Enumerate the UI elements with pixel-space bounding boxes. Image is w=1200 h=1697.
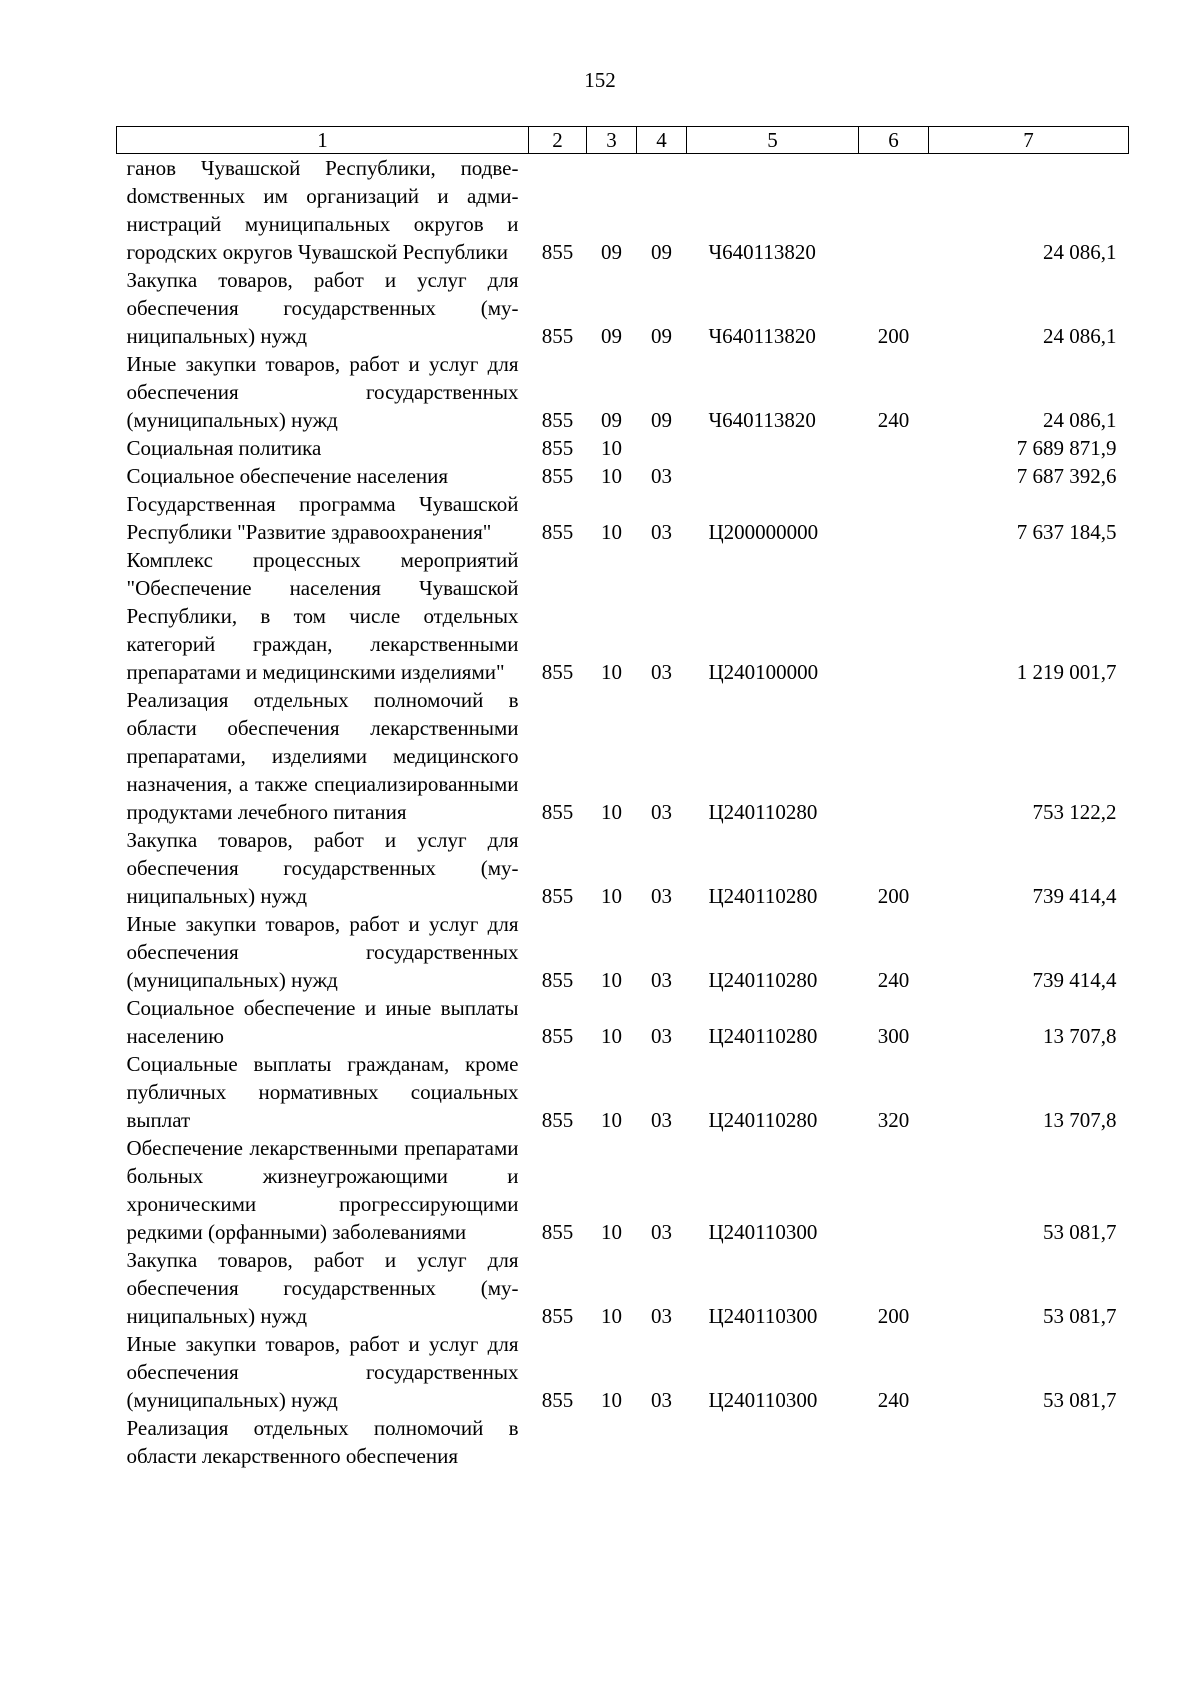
row-amount: 53 081,7 [1043,1388,1117,1412]
row-section-code: 09 [601,408,622,432]
row-name: Социальная политика [126,436,322,460]
row-name: Обеспечение лекарственными препаратами больных жизнеугрожающими и хроническими прогрессирующими редкими (орфанными) заболеваниями [126,1136,519,1244]
row-amount: 24 086,1 [1043,408,1117,432]
row-amount: 13 707,8 [1043,1024,1117,1048]
row-amount: 24 086,1 [1043,324,1117,348]
table-row [117,1414,1129,1470]
row-amount: 7 689 871,9 [1016,436,1117,460]
budget-table [116,126,1129,1470]
row-name: Комплекс процессных мероприятий "Обеспечение населения Чувашской Республики, в том числе отдельных категорий граждан, лекарственными препаратами и медицинскими изделиями" [126,548,519,684]
row-target-code: Ц240110300 [708,1220,818,1244]
row-name: Закупка товаров, работ и услуг для обеспечения государственных (муниципальных) нужд [126,1248,519,1328]
table-row [117,994,1129,1050]
row-amount: 13 707,8 [1043,1108,1117,1132]
table-row [117,546,1129,686]
row-section-code: 10 [601,1304,622,1328]
row-name: Социальные выплаты гражданам, кроме публичных нормативных социальных выплат [126,1052,519,1132]
row-section-code: 10 [601,884,622,908]
row-gr-code: 855 [541,324,574,348]
row-target-code: Ц240110280 [708,884,818,908]
table-row [117,490,1129,546]
header-row [117,127,1129,154]
row-gr-code: 855 [541,1304,574,1328]
row-subsection-code: 09 [651,324,672,348]
header-col-1: 1 [117,127,529,154]
row-subsection-code: 03 [651,968,672,992]
table-row [117,1246,1129,1330]
row-subsection-code: 03 [651,660,672,684]
row-name: Социальное обеспечение населения [126,464,449,488]
header-col-2: 2 [529,127,587,154]
row-amount: 1 219 001,7 [1016,660,1117,684]
row-name: Закупка товаров, работ и услуг для обеспечения государственных (муниципальных) нужд [126,268,519,348]
row-name: Реализация отдельных полномочий в области обеспечения лекарственными препаратами, изделиями медицинского назначения, а также специализированными продуктами лечебного питания [126,688,519,824]
row-subsection-code: 03 [651,520,672,544]
row-section-code: 10 [601,1024,622,1048]
row-expense-type [859,434,929,462]
row-section-code: 10 [601,436,622,460]
row-name: Государственная программа Чувашской Республики "Развитие здравоохранения" [126,492,519,544]
row-target-code: Ч640113820 [708,408,816,432]
row-amount: 739 414,4 [1032,968,1117,992]
row-section-code: 10 [601,1388,622,1412]
row-section-code: 10 [601,1108,622,1132]
row-target-code: Ц240110300 [708,1388,818,1412]
row-gr-code: 855 [541,1108,574,1132]
row-target-code: Ц240110280 [708,1024,818,1048]
table-row [117,826,1129,910]
row-subsection-code: 09 [651,408,672,432]
table-header [117,127,1129,154]
row-gr-code: 855 [541,660,574,684]
row-target-code: Ц240110280 [708,800,818,824]
row-name: Иные закупки товаров, работ и услуг для обеспечения государственных (муниципальных) нужд [126,912,519,992]
row-target-code: Ц240110300 [708,1304,818,1328]
row-amount: 53 081,7 [1043,1304,1117,1328]
row-amount: 7 687 392,6 [1016,464,1117,488]
table-row [117,1330,1129,1414]
row-subsection-code: 03 [651,800,672,824]
row-expense-type [859,1134,929,1246]
row-expense-type: 200 [877,324,910,348]
row-amount: 53 081,7 [1043,1220,1117,1244]
header-col-7: 7 [929,127,1129,154]
row-section-code: 10 [601,1220,622,1244]
row-expense-type: 320 [877,1108,910,1132]
row-expense-type [859,490,929,546]
row-gr-code: 855 [541,1024,574,1048]
row-subsection-code: 03 [651,1304,672,1328]
row-subsection-code [637,1414,687,1470]
row-section-code [587,1414,637,1470]
row-subsection-code: 03 [651,464,672,488]
row-gr-code: 855 [541,520,574,544]
table-row [117,462,1129,490]
row-gr-code: 855 [541,884,574,908]
row-target-code: Ц240110280 [708,968,818,992]
table-body [117,154,1129,1471]
row-expense-type [859,154,929,267]
row-subsection-code: 03 [651,1388,672,1412]
row-subsection-code: 09 [651,240,672,264]
row-gr-code: 855 [541,240,574,264]
table-row [117,434,1129,462]
row-name: ганов Чувашской Республики, подвеdомственных им организаций и администраций муниципальных округов и городских округов Чувашской Республики [126,156,519,264]
row-section-code: 09 [601,324,622,348]
row-expense-type: 300 [877,1024,910,1048]
table-row [117,350,1129,434]
row-amount: 24 086,1 [1043,240,1117,264]
header-col-6: 6 [859,127,929,154]
row-target-code: Ц240100000 [708,660,819,684]
row-amount [929,1414,1129,1470]
header-col-4: 4 [637,127,687,154]
row-section-code: 10 [601,464,622,488]
row-section-code: 10 [601,968,622,992]
row-target-code: Ч640113820 [708,240,816,264]
row-target-code: Ч640113820 [708,324,816,348]
row-name: Закупка товаров, работ и услуг для обеспечения государственных (муниципальных) нужд [126,828,519,908]
row-subsection-code: 03 [651,1024,672,1048]
row-amount: 7 637 184,5 [1016,520,1117,544]
row-name: Социальное обеспечение и иные выплаты населению [126,996,519,1048]
row-section-code: 10 [601,660,622,684]
table-row [117,686,1129,826]
row-section-code: 10 [601,800,622,824]
row-name: Реализация отдельных полномочий в области лекарственного обеспечения [126,1416,519,1468]
row-target-code: Ц240110280 [708,1108,818,1132]
row-expense-type: 200 [877,884,910,908]
row-expense-type [859,462,929,490]
row-gr-code: 855 [541,800,574,824]
row-section-code: 10 [601,520,622,544]
header-col-5: 5 [687,127,859,154]
row-expense-type [859,1414,929,1470]
row-target-code: Ц200000000 [708,520,819,544]
row-expense-type: 200 [877,1304,910,1328]
table-row [117,1050,1129,1134]
row-gr-code: 855 [541,1220,574,1244]
row-subsection-code: 03 [651,1108,672,1132]
row-amount: 739 414,4 [1032,884,1117,908]
row-section-code: 09 [601,240,622,264]
row-gr-code: 855 [541,436,574,460]
row-subsection-code: 03 [651,1220,672,1244]
row-expense-type: 240 [877,968,910,992]
row-amount: 753 122,2 [1032,800,1117,824]
row-subsection-code [637,434,687,462]
row-subsection-code: 03 [651,884,672,908]
row-target-code [687,434,859,462]
row-gr-code: 855 [541,1388,574,1412]
table-row [117,910,1129,994]
row-expense-type: 240 [877,1388,910,1412]
header-col-3: 3 [587,127,637,154]
row-gr-code: 855 [541,968,574,992]
row-gr-code: 855 [541,408,574,432]
row-gr-code [529,1414,587,1470]
row-gr-code: 855 [541,464,574,488]
row-name: Иные закупки товаров, работ и услуг для обеспечения государственных (муниципальных) нужд [126,1332,519,1412]
row-target-code [687,1414,859,1470]
row-expense-type [859,686,929,826]
row-name: Иные закупки товаров, работ и услуг для обеспечения государственных (муниципальных) нужд [126,352,519,432]
table-row [117,154,1129,267]
table-row [117,266,1129,350]
row-expense-type [859,546,929,686]
row-expense-type: 240 [877,408,910,432]
table-row [117,1134,1129,1246]
page-number: 152 [584,68,616,92]
row-target-code [687,462,859,490]
